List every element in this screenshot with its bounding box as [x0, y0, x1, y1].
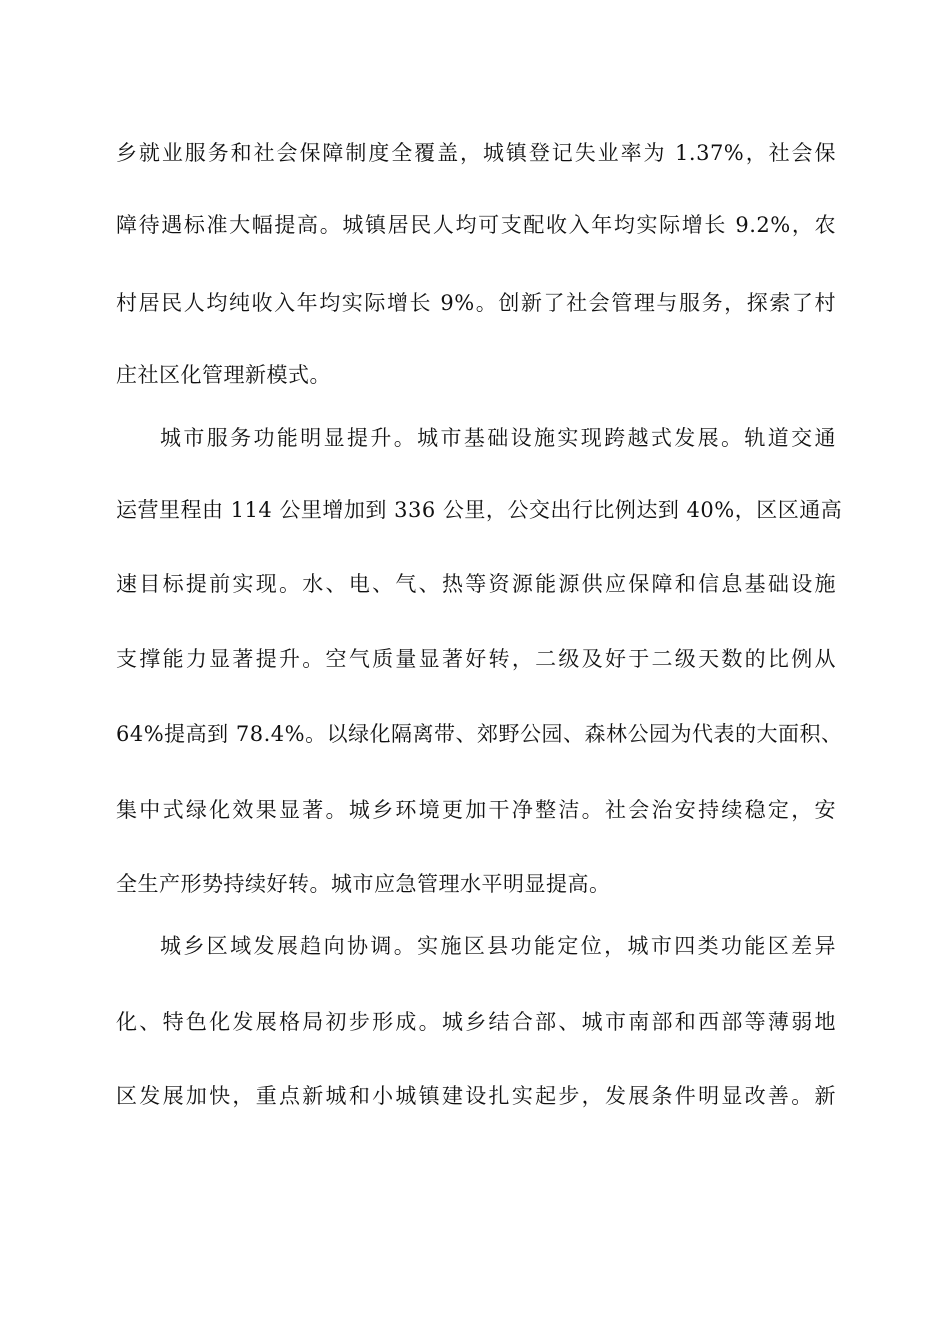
- text-line: 区发展加快，重点新城和小城镇建设扎实起步，发展条件明显改善。新: [116, 1084, 836, 1108]
- paragraph-first-line: 城乡区域发展趋向协调。实施区县功能定位，城市四类功能区差异: [160, 934, 836, 958]
- text-line: 64%提高到 78.4%。以绿化隔离带、郊野公园、森林公园为代表的大面积、: [116, 722, 843, 746]
- text-line: 障待遇标准大幅提高。城镇居民人均可支配收入年均实际增长 9.2%，农: [116, 213, 836, 237]
- text-line: 全生产形势持续好转。城市应急管理水平明显提高。: [116, 872, 611, 896]
- text-line: 运营里程由 114 公里增加到 336 公里，公交出行比例达到 40%，区区通高: [116, 498, 843, 522]
- text-line: 化、特色化发展格局初步形成。城乡结合部、城市南部和西部等薄弱地: [116, 1010, 836, 1034]
- text-line: 速目标提前实现。水、电、气、热等资源能源供应保障和信息基础设施: [116, 572, 836, 596]
- text-line: 村居民人均纯收入年均实际增长 9%。创新了社会管理与服务，探索了村: [116, 291, 836, 315]
- paragraph-first-line: 城市服务功能明显提升。城市基础设施实现跨越式发展。轨道交通: [160, 426, 836, 450]
- text-line: 庄社区化管理新模式。: [116, 363, 331, 387]
- text-line: 支撑能力显著提升。空气质量显著好转，二级及好于二级天数的比例从: [116, 647, 836, 671]
- text-line: 集中式绿化效果显著。城乡环境更加干净整洁。社会治安持续稳定，安: [116, 798, 836, 822]
- text-line: 乡就业服务和社会保障制度全覆盖，城镇登记失业率为 1.37%，社会保: [116, 141, 836, 165]
